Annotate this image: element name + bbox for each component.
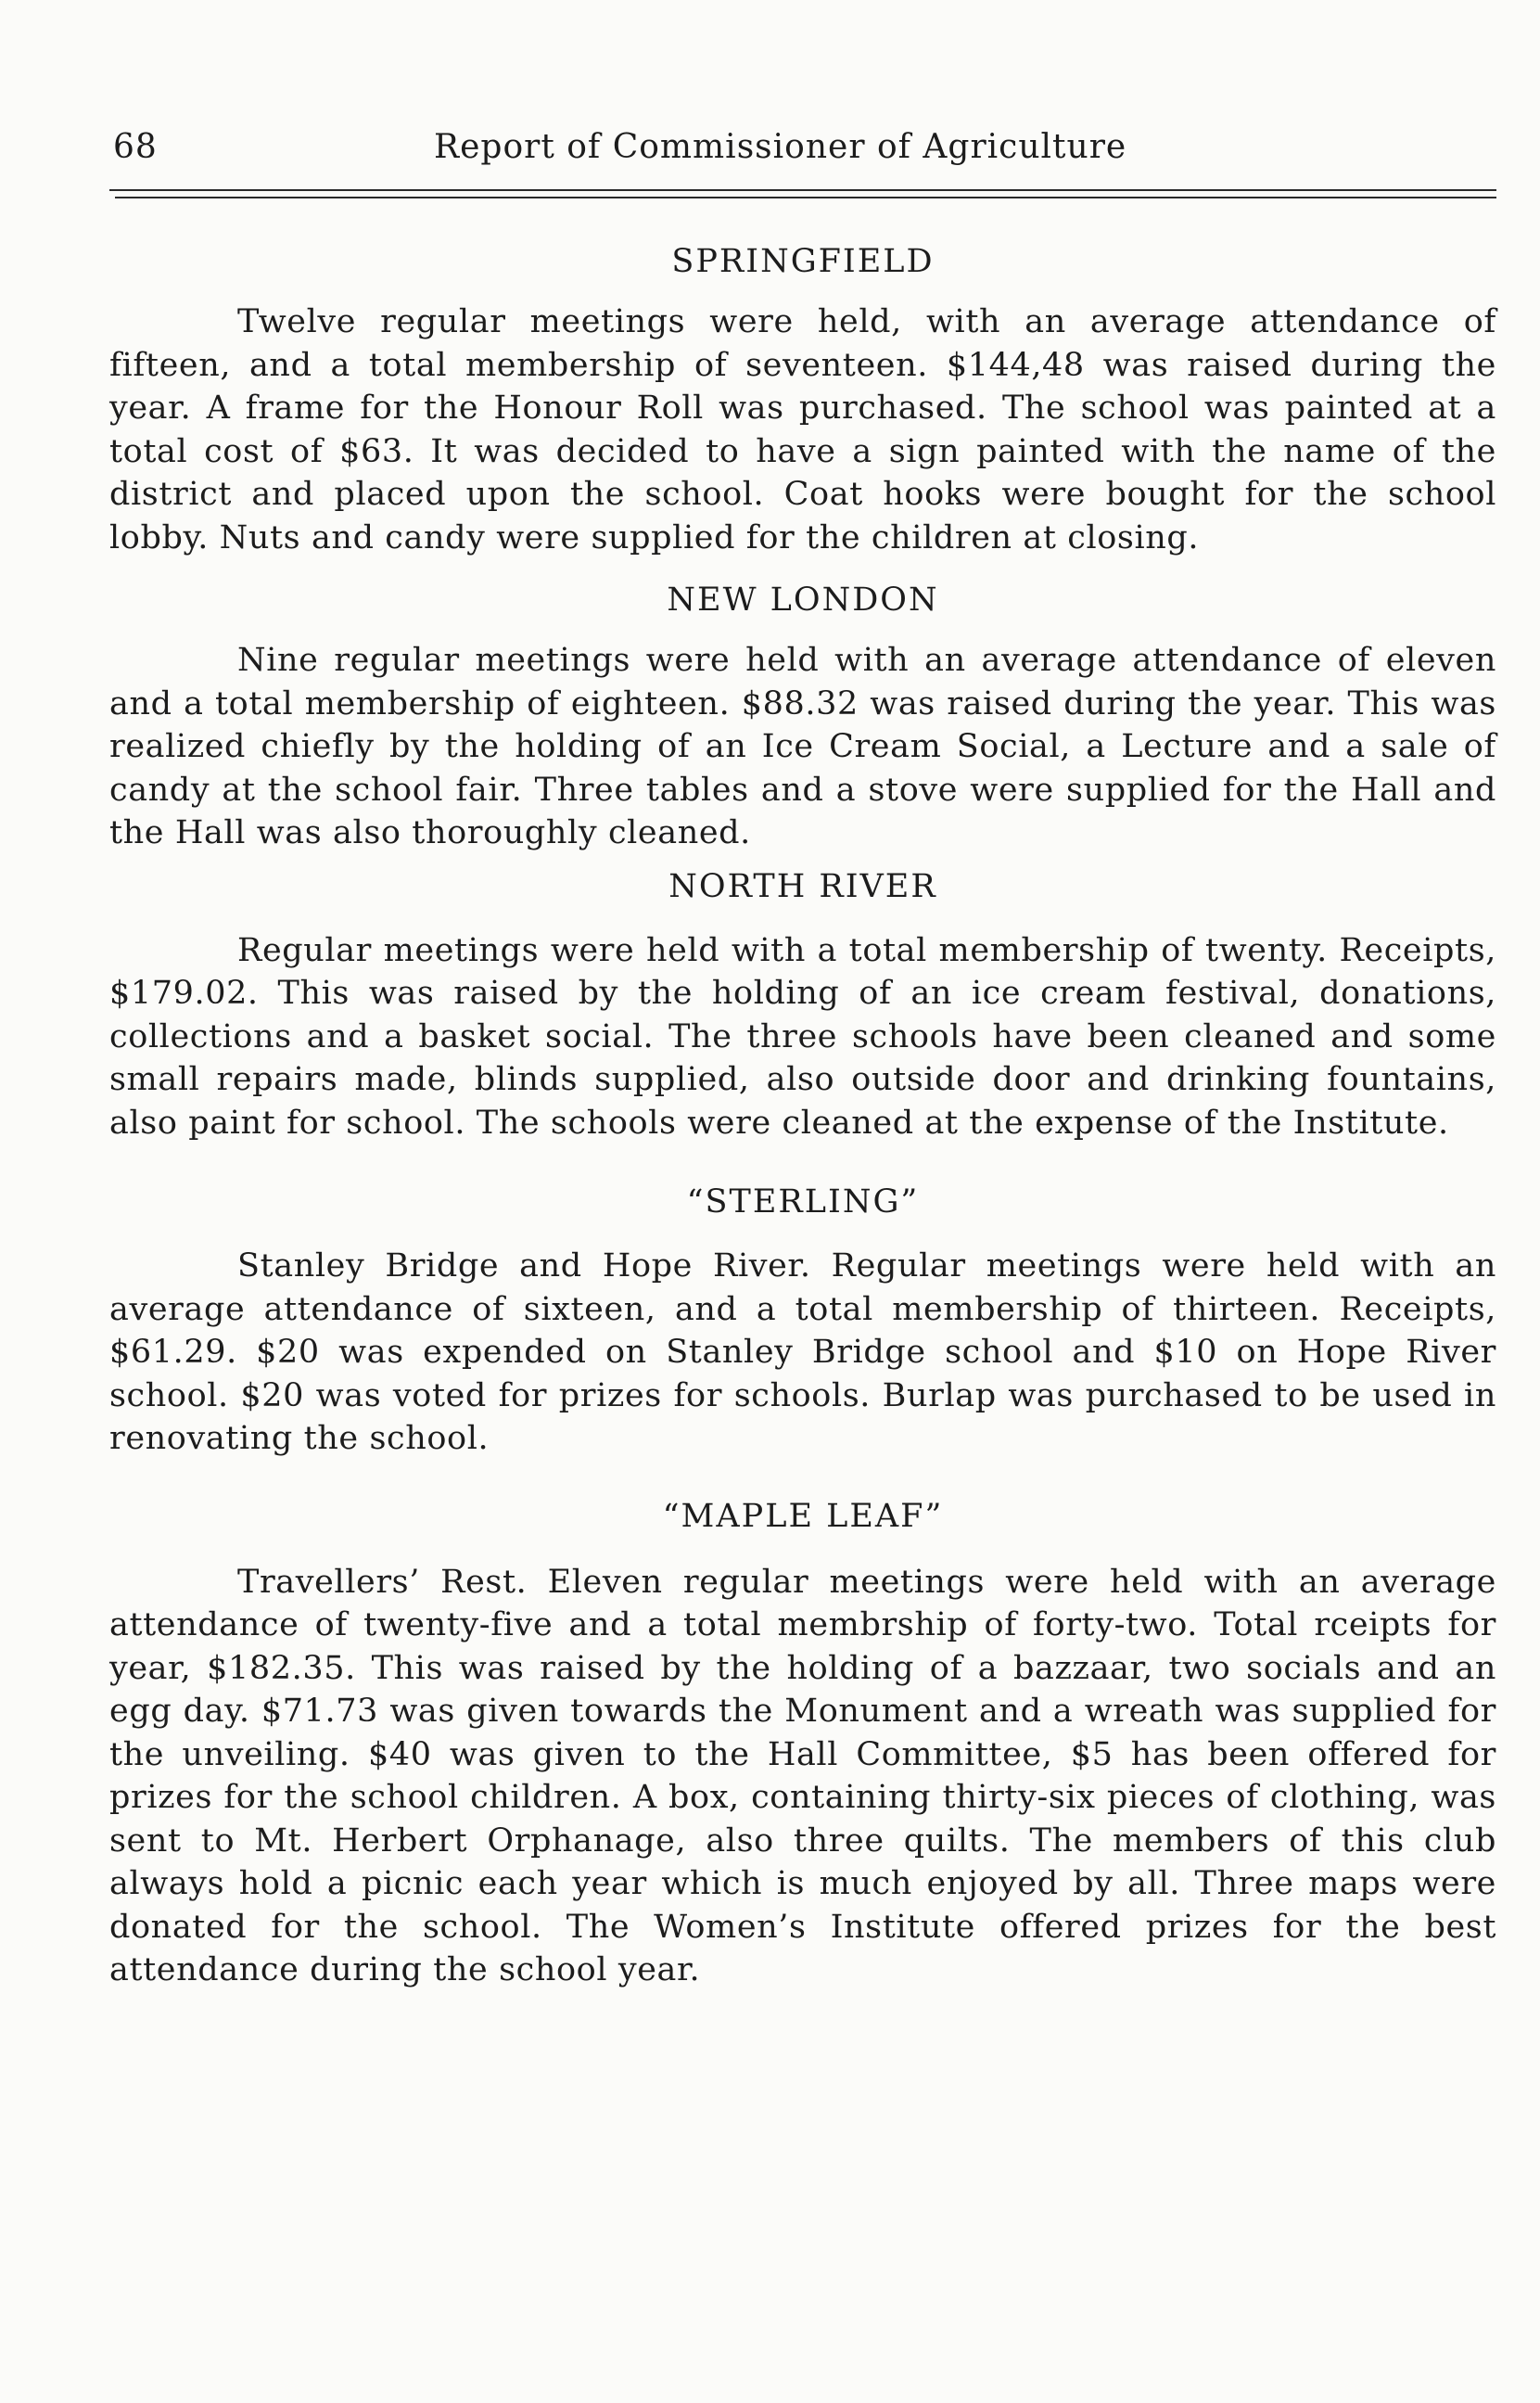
section-paragraph: Twelve regular meetings were held, with an average attendance of fifteen, and a total membership of seventeen. $144,48 was raised during the year. A frame for the Honour Roll was purchased. The school was painted at a total cost of $63. It was decided to have a sign painted with the name of the district and placed upon the school. Coat hooks were bought for the school lobby. Nuts and candy were supplied for the children at closing. <box>109 303 1496 556</box>
running-header <box>109 128 1496 182</box>
section-heading: NEW LONDON <box>667 582 939 619</box>
section-maple-leaf <box>109 1498 1496 1992</box>
section-north-river <box>109 868 1496 1145</box>
section-paragraph: Travellers’ Rest. Eleven regular meetings were held with an average attendance of twenty-five and a total membrship of forty-two. Total rceipts for year, $182.35. This was raised by the holding of a bazzaar, two socials and an egg day. $71.73 was given towards the Monument and a wreath was supplied for the unveiling. $40 was given to the Hall Committee, $5 has been offered for prizes for the school children. A box, containing thirty-six pieces of clothing, was sent to Mt. Herbert Orphanage, also three quilts. The members of this club always hold a picnic each year which is much enjoyed by all. Three maps were donated for the school. The Women’s Institute offered prizes for the best attendance during the school year. <box>109 1563 1496 1988</box>
document-page <box>109 128 1496 1992</box>
section-paragraph: Stanley Bridge and Hope River. Regular meetings were held with an average attendance of sixteen, and a total membership of thirteen. Receipts, $61.29. $20 was expended on Stanley Bridge school and $10 on Hope River school. $20 was voted for prizes for schools. Burlap was purchased to be used in renovating the school. <box>109 1247 1496 1457</box>
section-heading: NORTH RIVER <box>668 867 937 905</box>
section-paragraph: Nine regular meetings were held with an average attendance of eleven and a total membership of eighteen. $88.32 was raised during the year. This was realized chiefly by the holding of an Ice Cream Social, a Lecture and a sale of candy at the school fair. Three tables and a stove were supplied for the Hall and the Hall was also thoroughly cleaned. <box>109 642 1496 851</box>
header-rule-line-top <box>109 189 1496 191</box>
section-heading: SPRINGFIELD <box>671 243 935 280</box>
header-rule <box>109 187 1496 208</box>
section-new-london <box>109 582 1496 855</box>
section-paragraph: Regular meetings were held with a total membership of twenty. Receipts, $179.02. This was raised by the holding of an ice cream festival, donations, collections and a basket social. The three schools have been cleaned and some small repairs made, blinds supplied, also outside door and drinking fountains, also paint for school. The schools were cleaned at the expense of the Institute. <box>109 931 1496 1142</box>
section-heading: “MAPLE LEAF” <box>662 1497 944 1535</box>
section-heading: “STERLING” <box>686 1183 920 1221</box>
running-title: Report of Commissioner of Agriculture <box>434 128 1127 166</box>
section-sterling <box>109 1183 1496 1461</box>
header-rule-line-bottom <box>115 197 1496 198</box>
section-springfield <box>109 243 1496 559</box>
page-number: 68 <box>113 128 158 166</box>
